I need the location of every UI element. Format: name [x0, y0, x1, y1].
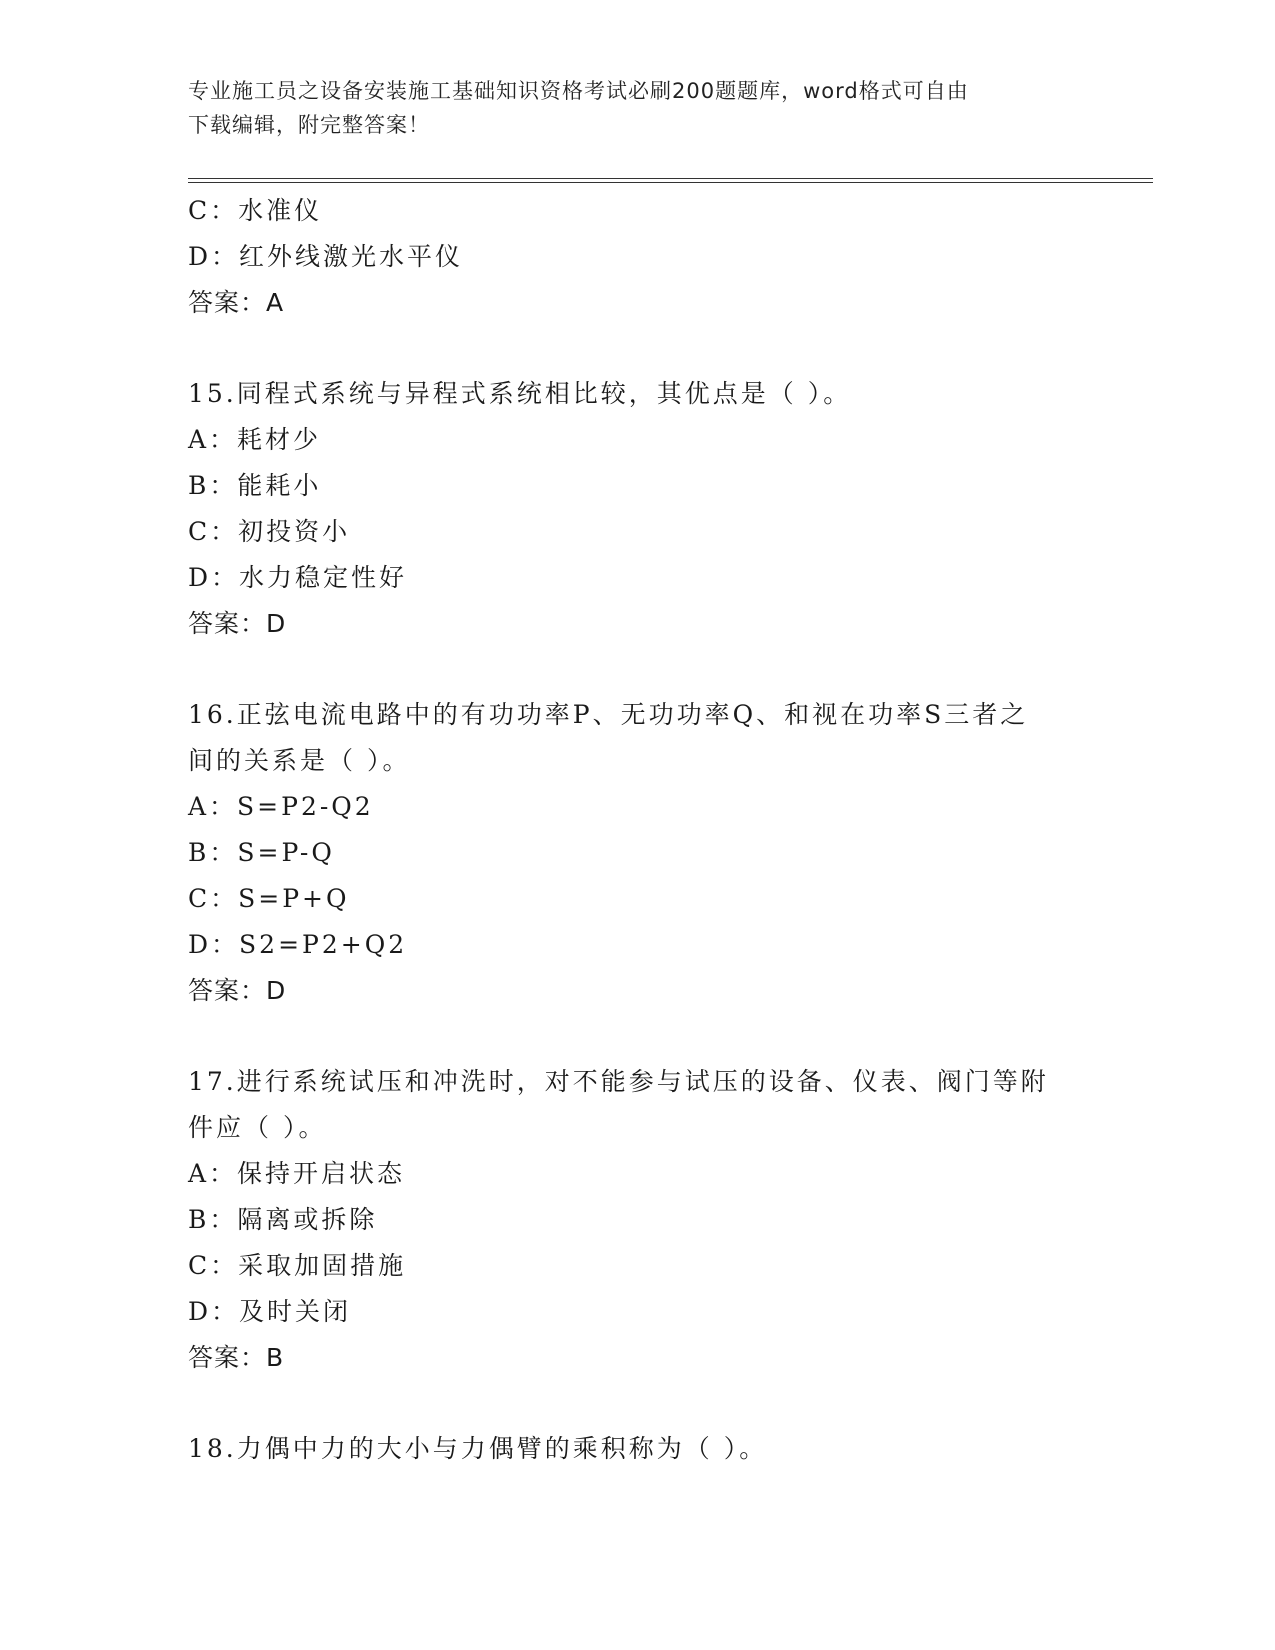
- question-text: 18.力偶中力的大小与力偶臂的乘积称为（ ）。: [188, 1434, 768, 1463]
- document-body: [188, 188, 1088, 1472]
- question-15: [188, 371, 1088, 647]
- option-d: D：及时关闭: [188, 1297, 352, 1326]
- option-c: C：水准仪: [188, 196, 323, 225]
- question-text-line-2: 间的关系是（ ）。: [188, 746, 411, 775]
- header-line-2: 下载编辑，附完整答案！: [188, 113, 430, 137]
- question-16: [188, 692, 1088, 1014]
- header-line-1: 专业施工员之设备安装施工基础知识资格考试必刷200题题库，word格式可自由: [188, 79, 969, 103]
- option-d: D：水力稳定性好: [188, 563, 408, 592]
- document-header: [188, 74, 1088, 142]
- question-text-line-1: 16.正弦电流电路中的有功功率P、无功功率Q、和视在功率S三者之: [188, 700, 1029, 729]
- question-text-line-1: 17.进行系统试压和冲洗时，对不能参与试压的设备、仪表、阀门等附: [188, 1067, 1049, 1096]
- option-d: D：红外线激光水平仪: [188, 242, 464, 271]
- option-b: B：S=P-Q: [188, 838, 335, 867]
- question-17: [188, 1059, 1088, 1381]
- option-a: A：耗材少: [188, 425, 322, 454]
- question-18: [188, 1426, 1088, 1472]
- option-c: C：S=P+Q: [188, 884, 350, 913]
- option-b: B：能耗小: [188, 471, 322, 500]
- header-divider-bottom: [188, 182, 1153, 183]
- header-divider-top: [188, 178, 1153, 179]
- option-a: A：S=P2-Q2: [188, 792, 374, 821]
- option-a: A：保持开启状态: [188, 1159, 406, 1188]
- question-14-continued: [188, 188, 1088, 326]
- question-text-line-2: 件应（ ）。: [188, 1113, 327, 1142]
- option-d: D：S2=P2+Q2: [188, 930, 408, 959]
- answer: 答案：D: [188, 609, 287, 638]
- question-text: 15.同程式系统与异程式系统相比较，其优点是（ ）。: [188, 379, 852, 408]
- option-c: C：采取加固措施: [188, 1251, 407, 1280]
- answer: 答案：A: [188, 288, 285, 317]
- option-b: B：隔离或拆除: [188, 1205, 378, 1234]
- answer: 答案：B: [188, 1343, 285, 1372]
- answer: 答案：D: [188, 976, 287, 1005]
- option-c: C：初投资小: [188, 517, 351, 546]
